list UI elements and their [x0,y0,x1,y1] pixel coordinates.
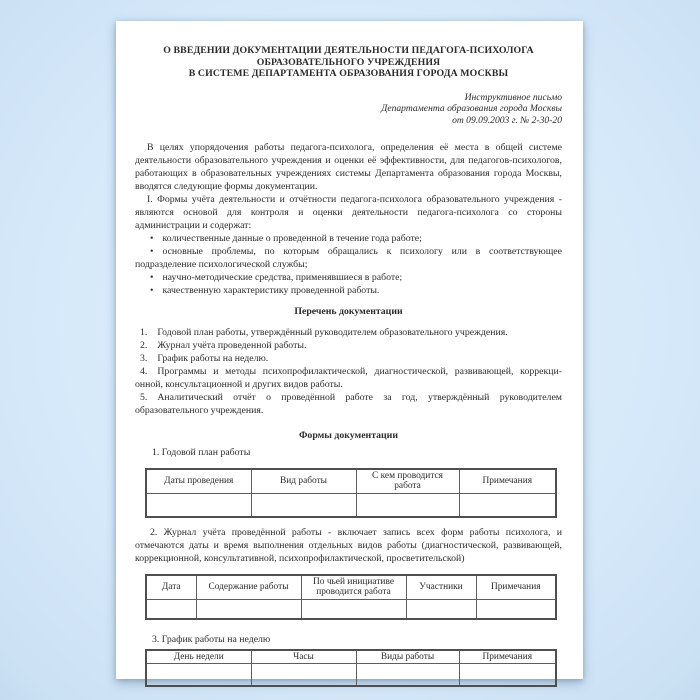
bullet-list [135,232,562,297]
column-header: День недели [146,650,251,664]
column-header: Участники [406,575,476,600]
intro-paragraph: I. Формы учёта деятельности и отчётности педагога-психолога образовательного учреждения - являются основой для контроля и оценки деятельности педагога-психолога со стороны администрации и содержат: [135,193,562,231]
list-item [135,232,562,245]
bullet-icon: • [150,284,154,296]
list-item-text: качественную характеристику проведенной работы. [162,284,380,296]
table-caption-work-journal: 2. Журнал учёта проведённой работы - включает запись всех форм работы психолога, и отмечаются даты и время выполнения отдельных видов работы (диагностической, развивающей, коррекционной, консультативной, психопрофилактической, просветительской) [135,526,562,564]
column-header: Даты проведения [146,469,251,494]
table-cell [459,494,556,517]
list-item [135,365,562,391]
list-item-text: Программы и методы психопрофилактической, диагностической, развивающей, коррекци-онной, консультационной и других видов работы. [135,365,562,390]
list-item [135,339,562,352]
list-item-text: количественные данные о проведенной в течение года работе; [162,232,422,244]
list-item-text: Журнал учёта проведенной работы. [157,339,307,351]
table-caption-annual-plan: 1. Годовой план работы [152,446,251,458]
list-item-number: 1. [140,326,148,338]
column-header: Примечания [459,469,556,494]
table-cell [356,494,459,517]
list-item [135,391,562,417]
table-header-row [146,650,556,664]
bullet-icon: • [150,245,154,257]
source-line: Инструктивное письмо [464,91,562,103]
column-header: Примечания [476,575,556,600]
table-header-row [146,469,556,494]
list-item [135,245,562,271]
source-line: от 09.09.2003 г. № 2-30-20 [452,115,562,127]
section-heading-documentation-list: Перечень документации [294,305,403,317]
list-item-text: основные проблемы, по которым обращались к психологу или в соответствующее подразделение психологической службы; [135,245,562,270]
column-header: Дата [146,575,196,600]
bullet-icon: • [150,232,154,244]
column-header: Часы [251,650,356,664]
document-title [135,45,562,80]
list-item-text: научно-методические средства, применявшиеся в работе; [162,271,403,283]
weekly-schedule-table [145,649,557,687]
bullet-icon: • [150,271,154,283]
table-header-row [146,575,556,600]
intro-paragraph: В целях упорядочения работы педагога-психолога, определения её места в общей системе деятельности образовательного учреждения и оценки её эффективности, для педагогов-психологов, работающих в образовательных учреждениях системы Департамента образования города Москвы, вводятся следующие формы документации. [135,141,562,192]
table-cell [146,664,251,686]
table-cell [146,494,251,517]
list-item-number: 2. [140,339,148,351]
table-row [146,664,556,686]
table-cell [301,600,406,619]
document-title-line: В СИСТЕМЕ ДЕПАРТАМЕНТА ОБРАЗОВАНИЯ ГОРОДА МОСКВЫ [188,68,509,79]
table-cell [196,600,301,619]
table-caption-weekly-schedule: 3. График работы на неделю [152,633,271,645]
list-item-number: 3. [140,352,148,364]
work-journal-table [145,574,557,620]
table-cell [459,664,556,686]
column-header: Примечания [459,650,556,664]
document-source-reference [135,92,562,127]
section-heading-documentation-forms: Формы документации [299,429,398,441]
list-item-number: 5. [140,391,148,403]
list-item [135,326,562,339]
list-item [135,271,562,284]
source-line: Департамента образования города Москвы [381,103,562,115]
list-item [135,284,562,297]
table-cell [251,494,356,517]
list-item-number: 4. [140,365,148,377]
list-item [135,352,562,365]
table-cell [476,600,556,619]
table-cell [146,600,196,619]
column-header: По чьей инициативе проводится работа [301,575,406,600]
column-header: Содержание работы [196,575,301,600]
table-cell [356,664,459,686]
table-row [146,494,556,517]
list-item-text: Годовой план работы, утверждённый руководителем образовательного учреждения. [157,326,508,338]
document-page [116,21,583,679]
document-title-line: ОБРАЗОВАТЕЛЬНОГО УЧРЕЖДЕНИЯ [256,56,441,68]
column-header: Виды работы [356,650,459,664]
numbered-list [135,326,562,417]
document-title-line: О ВВЕДЕНИИ ДОКУМЕНТАЦИИ ДЕЯТЕЛЬНОСТИ ПЕДАГОГА-ПСИХОЛОГА [163,45,534,56]
column-header: С кем проводится работа [356,469,459,494]
table-cell [406,600,476,619]
table-cell [251,664,356,686]
document-content [116,21,583,687]
table-row [146,600,556,619]
column-header: Вид работы [251,469,356,494]
annual-plan-table [145,468,557,518]
list-item-text: График работы на неделю. [157,352,269,364]
document-body [135,141,562,687]
list-item-text: Аналитический отчёт о проведённой работе за год, утверждённый руководителем образовательного учреждения. [135,391,562,416]
